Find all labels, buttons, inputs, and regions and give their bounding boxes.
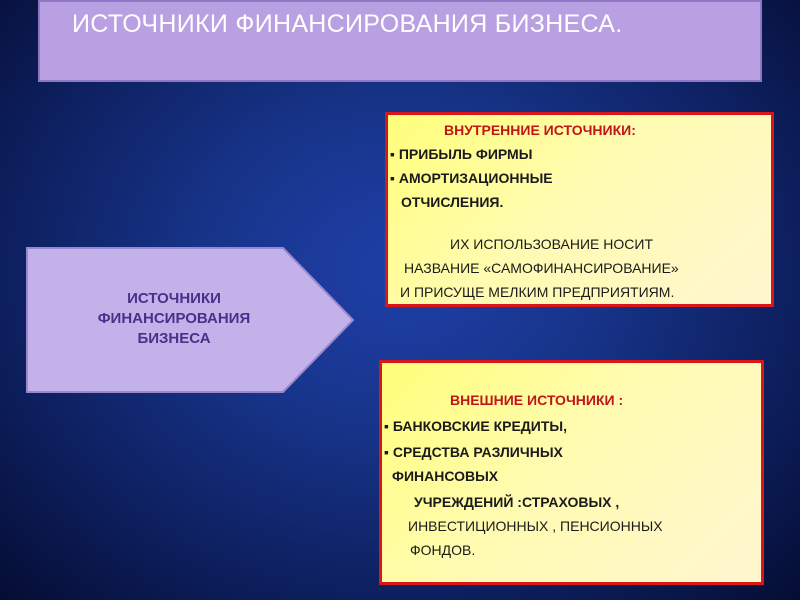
- external-item-funds: ▪ СРЕДСТВА РАЗЛИЧНЫХ: [384, 444, 563, 460]
- internal-note-line: И ПРИСУЩЕ МЕЛКИМ ПРЕДПРИЯТИЯМ.: [400, 284, 675, 300]
- external-item-funds-cont: УЧРЕЖДЕНИЙ :СТРАХОВЫХ ,: [414, 494, 620, 510]
- bullet-icon: ▪: [390, 146, 395, 162]
- bullet-icon: ▪: [384, 444, 389, 460]
- internal-heading: ВНУТРЕННИЕ ИСТОЧНИКИ:: [444, 122, 636, 138]
- bullet-icon: ▪: [390, 170, 395, 186]
- internal-sources-box: [385, 112, 774, 307]
- bullet-icon: ▪: [384, 418, 389, 434]
- internal-note-line: НАЗВАНИЕ «САМОФИНАНСИРОВАНИЕ»: [404, 260, 679, 276]
- internal-item-amortization: ▪ АМОРТИЗАЦИОННЫЕ: [390, 170, 553, 186]
- internal-item-profit: ▪ ПРИБЫЛЬ ФИРМЫ: [390, 146, 533, 162]
- internal-item-amortization-cont: ОТЧИСЛЕНИЯ.: [401, 194, 504, 210]
- arrow-label-line: ФИНАНСИРОВАНИЯ: [97, 310, 251, 327]
- external-heading: ВНЕШНИЕ ИСТОЧНИКИ :: [450, 392, 624, 408]
- arrow-label-line: БИЗНЕСА: [137, 330, 211, 347]
- arrow-label-line: ИСТОЧНИКИ: [127, 290, 221, 307]
- external-sources-box: [379, 360, 764, 585]
- external-item-bank-credits: ▪ БАНКОВСКИЕ КРЕДИТЫ,: [384, 418, 567, 434]
- external-item-funds-cont: ИНВЕСТИЦИОННЫХ , ПЕНСИОННЫХ: [408, 518, 663, 534]
- external-item-funds-cont: ФОНДОВ.: [410, 542, 476, 558]
- slide-title: ИСТОЧНИКИ ФИНАНСИРОВАНИЯ БИЗНЕСА.: [72, 10, 623, 38]
- arrow-label: [54, 289, 294, 349]
- internal-note-line: ИХ ИСПОЛЬЗОВАНИЕ НОСИТ: [450, 236, 653, 252]
- title-banner: [38, 0, 762, 82]
- external-item-funds-cont: ФИНАНСОВЫХ: [392, 468, 499, 484]
